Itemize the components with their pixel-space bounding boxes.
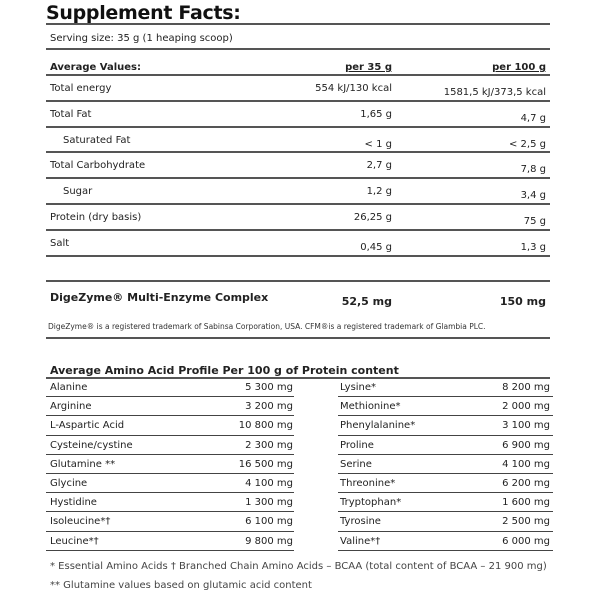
- nutrient-per-100g: 7,8 g: [520, 164, 546, 176]
- amino-acid-name: Hystidine: [50, 497, 97, 509]
- amino-acid-value: 10 800 mg: [238, 420, 293, 432]
- nutrient-label: Saturated Fat: [63, 134, 131, 146]
- amino-acid-name: L-Aspartic Acid: [50, 420, 125, 432]
- amino-acid-value: 3 100 mg: [502, 420, 550, 432]
- amino-acid-value: 3 200 mg: [245, 401, 293, 413]
- amino-acid-name: Serine: [340, 458, 372, 470]
- nutrient-per-100g: 3,4 g: [520, 190, 546, 202]
- amino-acid-value: 1 600 mg: [502, 497, 550, 509]
- amino-acid-value: 2 000 mg: [502, 401, 550, 413]
- footnote-essential: * Essential Amino Acids † Branched Chain Amino Acids – BCAA (total content of BCAA – 21 900 mg): [50, 561, 547, 572]
- row-divider: [338, 435, 553, 436]
- nutrient-per-100g: 4,7 g: [520, 112, 546, 124]
- footnote-glutamine: ** Glutamine values based on glutamic acid content: [50, 580, 312, 591]
- row-divider: [46, 203, 550, 205]
- row-divider: [46, 454, 294, 455]
- per-100g-header: per 100 g: [492, 62, 546, 73]
- average-values-header: Average Values:: [50, 62, 142, 73]
- nutrient-per-100g: 1,3 g: [520, 241, 546, 253]
- row-divider: [46, 415, 294, 416]
- amino-acid-value: 6 900 mg: [502, 439, 550, 451]
- row-divider: [338, 511, 553, 512]
- amino-acid-value: 6 000 mg: [502, 535, 550, 547]
- divider: [46, 48, 550, 50]
- amino-acid-name: Glutamine **: [50, 458, 116, 470]
- per-35g-header: per 35 g: [345, 62, 392, 73]
- row-divider: [338, 415, 553, 416]
- row-divider: [46, 100, 550, 102]
- row-divider: [338, 454, 553, 455]
- amino-acid-name: Cysteine/cystine: [50, 439, 133, 451]
- nutrient-per-35g: 554 kJ/130 kcal: [315, 83, 392, 94]
- nutrient-label: Total energy: [50, 83, 112, 94]
- row-divider: [46, 151, 550, 153]
- row-divider: [46, 177, 550, 179]
- divider: [46, 23, 550, 25]
- row-divider: [46, 255, 550, 257]
- nutrient-per-35g: 1,65 g: [360, 108, 392, 120]
- nutrient-per-100g: 1581,5 kJ/373,5 kcal: [443, 87, 546, 98]
- row-divider: [338, 473, 553, 474]
- amino-acid-name: Threonine*: [340, 478, 396, 489]
- row-divider: [46, 492, 294, 493]
- nutrient-label: Sugar: [63, 186, 93, 198]
- amino-acid-name: Phenylalanine*: [340, 420, 416, 432]
- nutrient-label: Salt: [50, 237, 70, 249]
- enzyme-per-100g: 150 mg: [499, 295, 546, 308]
- amino-acid-value: 2 500 mg: [502, 516, 550, 528]
- trademark-note: DigeZyme® is a registered trademark of Sabinsa Corporation, USA. CFM®is a registered trademark of Glambia PLC.: [48, 322, 486, 331]
- row-divider: [338, 550, 553, 551]
- amino-acid-name: Valine*†: [340, 535, 381, 547]
- nutrient-per-100g: < 2,5 g: [509, 138, 546, 150]
- amino-acid-name: Proline: [340, 439, 374, 451]
- nutrient-per-100g: 75 g: [523, 216, 546, 227]
- amino-acid-value: 5 300 mg: [245, 382, 293, 393]
- row-divider: [46, 126, 550, 128]
- nutrient-label: Total Carbohydrate: [50, 160, 146, 172]
- row-divider: [46, 396, 294, 397]
- nutrient-per-35g: 26,25 g: [353, 212, 392, 223]
- row-divider: [338, 492, 553, 493]
- row-divider: [338, 531, 553, 532]
- amino-acid-value: 9 800 mg: [245, 535, 293, 547]
- amino-acid-title: Average Amino Acid Profile Per 100 g of Protein content: [50, 364, 399, 377]
- row-divider: [46, 229, 550, 231]
- nutrient-per-35g: 1,2 g: [366, 186, 392, 198]
- amino-acid-value: 6 200 mg: [502, 478, 550, 489]
- nutrient-per-35g: 2,7 g: [366, 160, 392, 172]
- row-divider: [46, 511, 294, 512]
- amino-acid-name: Glycine: [50, 478, 88, 489]
- amino-acid-name: Arginine: [50, 401, 92, 413]
- divider: [46, 280, 550, 282]
- divider: [46, 337, 550, 339]
- amino-acid-value: 4 100 mg: [502, 458, 550, 470]
- nutrient-per-35g: < 1 g: [364, 138, 392, 150]
- amino-acid-name: Methionine*: [340, 401, 401, 413]
- amino-acid-value: 4 100 mg: [245, 478, 293, 489]
- enzyme-per-35g: 52,5 mg: [341, 295, 392, 308]
- divider: [46, 74, 550, 76]
- amino-acid-value: 2 300 mg: [245, 439, 293, 451]
- row-divider: [338, 396, 553, 397]
- amino-acid-name: Tryptophan*: [340, 497, 402, 509]
- amino-acid-value: 16 500 mg: [238, 458, 293, 470]
- nutrient-label: Protein (dry basis): [50, 212, 142, 223]
- amino-acid-name: Alanine: [50, 382, 88, 393]
- row-divider: [46, 473, 294, 474]
- enzyme-label: DigeZyme® Multi-Enzyme Complex: [50, 291, 269, 304]
- row-divider: [46, 435, 294, 436]
- amino-acid-name: Leucine*†: [50, 535, 99, 547]
- serving-size: Serving size: 35 g (1 heaping scoop): [50, 33, 233, 44]
- amino-acid-value: 1 300 mg: [245, 497, 293, 509]
- amino-acid-name: Tyrosine: [340, 516, 381, 528]
- nutrient-per-35g: 0,45 g: [360, 241, 392, 253]
- amino-acid-name: Lysine*: [340, 382, 377, 393]
- divider: [46, 377, 550, 379]
- amino-acid-value: 6 100 mg: [245, 516, 293, 528]
- page-title: Supplement Facts:: [46, 2, 241, 24]
- row-divider: [46, 531, 294, 532]
- amino-acid-name: Isoleucine*†: [50, 516, 111, 528]
- row-divider: [46, 550, 294, 551]
- amino-acid-value: 8 200 mg: [502, 382, 550, 393]
- nutrient-label: Total Fat: [50, 108, 92, 120]
